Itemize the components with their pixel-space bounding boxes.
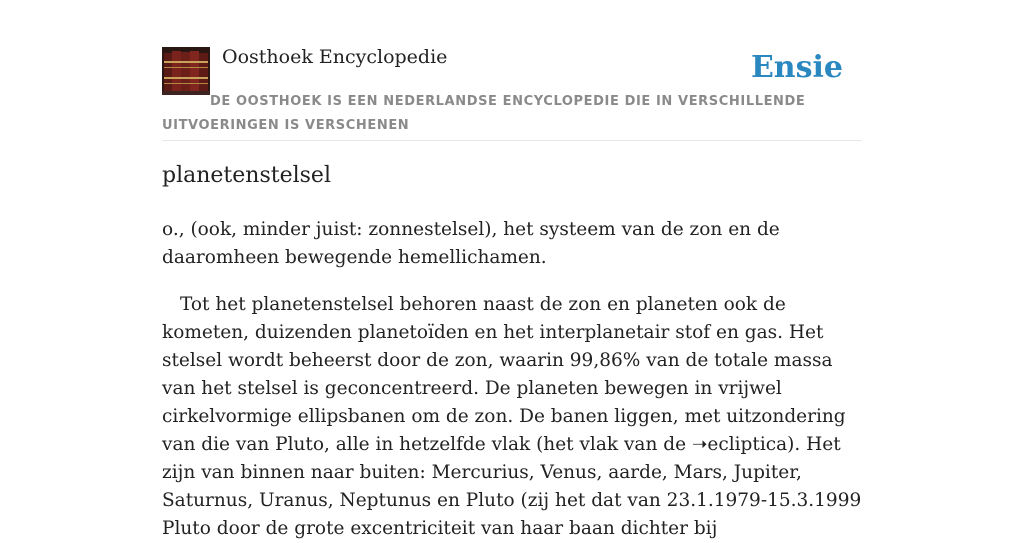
- article-paragraph-2: Tot het planetenstelsel behoren naast de zon en planeten ook de kometen, duizenden planetoïden en het interplanetair stof en gas. Het stelsel wordt beheerst door de zon, waarin 99,86% van de totale massa van het stelsel is geconcentreerd. De planeten bewegen in vrijwel cirkelvormige ellipsbanen om de zon. De banen liggen, met uitzondering van die van Pluto, alle in hetzelfde vlak (het vlak van de ➝ecliptica). Het zijn van binnen naar buiten: Mercurius, Venus, aarde, Mars, Jupiter, Saturnus, Uranus, Neptunus en Pluto (zij het dat van 23.1.1979-15.3.1999 Pluto door de grote excentriciteit van haar baan dichter bij: [162, 294, 862, 539]
- article-paragraph-1: o., (ook, minder juist: zonnestelsel), het systeem van de zon en de daaromheen bewegende hemellichamen.: [162, 219, 780, 268]
- article-title: planetenstelsel: [162, 163, 331, 188]
- site-name[interactable]: Oosthoek Encyclopedie: [222, 46, 448, 68]
- ensie-logo[interactable]: Ensie: [750, 50, 843, 85]
- encyclopedia-avatar-icon[interactable]: [162, 47, 210, 95]
- site-tagline: DE OOSTHOEK IS EEN NEDERLANDSE ENCYCLOPEDIE DIE IN VERSCHILLENDE UITVOERINGEN IS VERSCHENEN: [162, 94, 806, 133]
- page: [162, 0, 862, 539]
- site-header: [162, 0, 862, 141]
